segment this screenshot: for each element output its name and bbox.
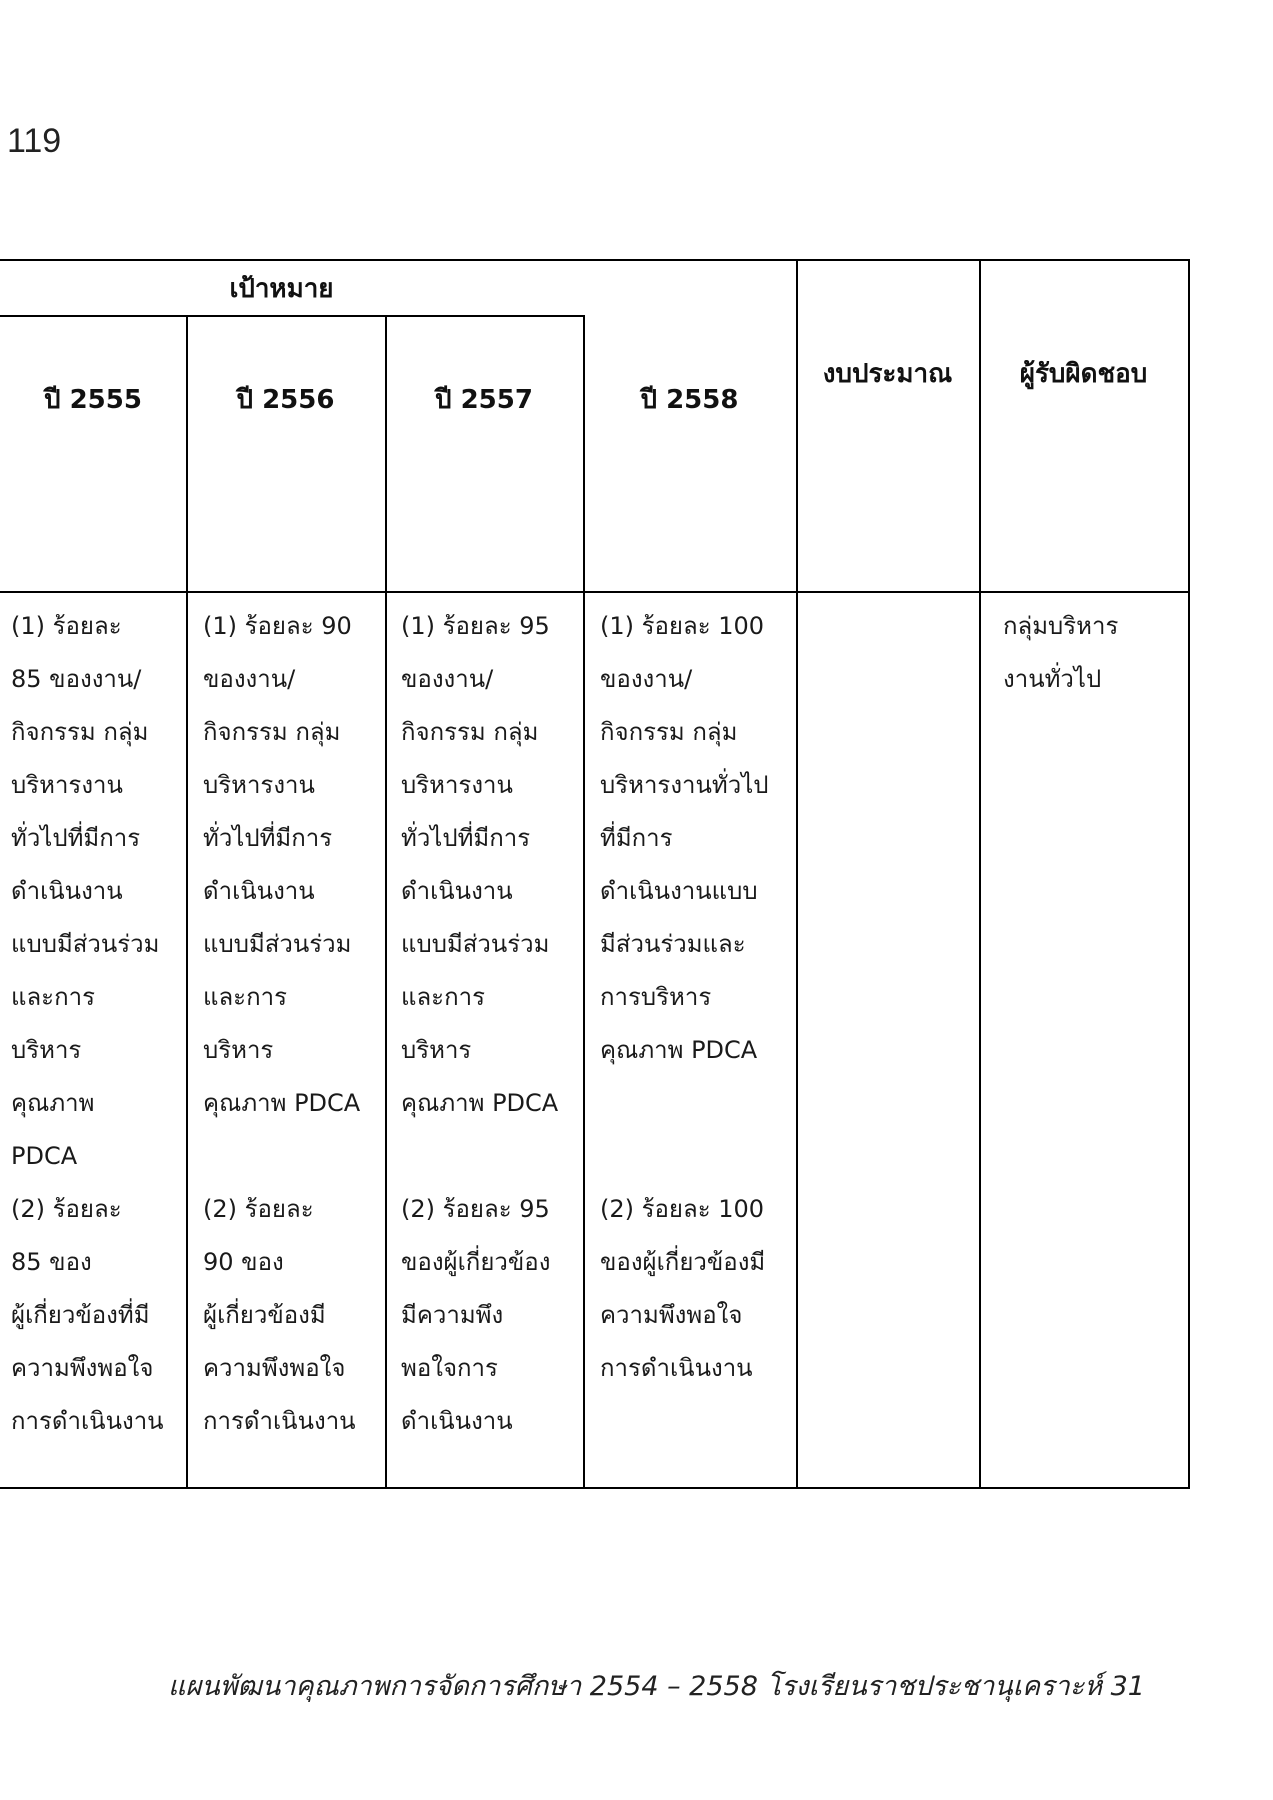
- page-number: 119: [7, 122, 62, 160]
- goal-line: ความพึงพอใจ: [600, 1301, 743, 1329]
- goal-line: พอใจการ: [401, 1354, 498, 1382]
- goal-subheader-rule: [0, 315, 583, 317]
- goal-line: ดำเนินงาน: [401, 877, 513, 905]
- goals-group-header: เป้าหมาย: [229, 274, 334, 304]
- year-header-2557: ปี 2557: [435, 385, 533, 415]
- goal-line: [600, 1077, 769, 1130]
- responsible-line: กลุ่มบริหาร: [1003, 612, 1119, 640]
- goal-line: ผู้เกี่ยวข้องมี: [203, 1301, 326, 1329]
- goal-line: [600, 1395, 769, 1448]
- goal-line: (2) ร้อยละ 95: [401, 1195, 550, 1223]
- goal-line: 90 ของ: [203, 1248, 284, 1276]
- col-divider-5: [979, 259, 981, 1488]
- year-header-2555: [0, 379, 186, 420]
- goal-line: บริหารงาน: [203, 771, 315, 799]
- goal-line: การดำเนินงาน: [203, 1407, 356, 1435]
- goal-line: ของผู้เกี่ยวข้อง: [401, 1248, 551, 1276]
- goal-line: บริหาร: [203, 1036, 274, 1064]
- goal-2557-cell: [401, 600, 558, 1448]
- goal-line: ของงาน/: [401, 665, 494, 693]
- col-divider-2: [385, 315, 387, 1488]
- goal-line: (1) ร้อยละ 95: [401, 612, 550, 640]
- goal-line: ความพึงพอใจ: [11, 1354, 154, 1382]
- goal-line: การดำเนินงาน: [600, 1354, 753, 1382]
- goal-line: [203, 1130, 360, 1183]
- goal-line: ดำเนินงาน: [203, 877, 315, 905]
- goal-line: บริหารงานทั่วไป: [600, 771, 769, 799]
- goal-line: และการ: [11, 983, 95, 1011]
- goals-table: [0, 259, 1190, 1488]
- table-right-border: [1188, 259, 1190, 1488]
- goal-line: (2) ร้อยละ 100: [600, 1195, 765, 1223]
- table-top-border: [0, 259, 1190, 261]
- goal-line: (2) ร้อยละ: [203, 1195, 314, 1223]
- goal-line: คุณภาพ PDCA: [203, 1089, 361, 1117]
- budget-header: งบประมาณ: [822, 359, 953, 389]
- goal-line: บริหาร: [11, 1036, 82, 1064]
- goal-line: 85 ของ: [11, 1248, 92, 1276]
- goal-line: ของผู้เกี่ยวข้องมี: [600, 1248, 766, 1276]
- goal-line: ดำเนินงานแบบ: [600, 877, 758, 905]
- goal-line: [401, 1130, 558, 1183]
- goal-line: มีความพึง: [401, 1301, 504, 1329]
- responsible-cell: [1003, 600, 1118, 706]
- goal-line: ของงาน/: [203, 665, 296, 693]
- goal-line: ทั่วไปที่มีการ: [401, 824, 531, 852]
- goal-line: กิจกรรม กลุ่ม: [600, 718, 738, 746]
- goal-line: ดำเนินงาน: [401, 1407, 513, 1435]
- goal-line: ผู้เกี่ยวข้องที่มี: [11, 1301, 150, 1329]
- goal-line: บริหารงาน: [401, 771, 513, 799]
- goal-line: การบริหาร: [600, 983, 712, 1011]
- goal-line: และการ: [401, 983, 485, 1011]
- goal-line: ดำเนินงาน: [11, 877, 123, 905]
- goal-line: (1) ร้อยละ: [11, 612, 122, 640]
- goal-line: แบบมีส่วนร่วม: [203, 930, 352, 958]
- goal-line: (2) ร้อยละ: [11, 1195, 122, 1223]
- goal-line: คุณภาพ: [11, 1089, 95, 1117]
- goal-line: บริหาร: [401, 1036, 472, 1064]
- goal-line: กิจกรรม กลุ่ม: [401, 718, 539, 746]
- goal-line: การดำเนินงาน: [11, 1407, 164, 1435]
- goal-line: 85 ของงาน/: [11, 665, 142, 693]
- goal-line: ที่มีการ: [600, 824, 673, 852]
- goal-line: (1) ร้อยละ 90: [203, 612, 352, 640]
- goal-2556-cell: [203, 600, 360, 1448]
- goal-line: บริหารงาน: [11, 771, 123, 799]
- responsible-header: ผู้รับผิดชอบ: [1019, 359, 1148, 389]
- goal-line: แบบมีส่วนร่วม: [401, 930, 550, 958]
- goal-line: ทั่วไปที่มีการ: [11, 824, 141, 852]
- goal-line: PDCA: [11, 1142, 78, 1170]
- responsible-line: งานทั่วไป: [1003, 665, 1102, 693]
- col-divider-3: [583, 315, 585, 1488]
- goal-line: ของงาน/: [600, 665, 693, 693]
- year-header-2556: ปี 2556: [236, 385, 335, 415]
- goal-line: คุณภาพ PDCA: [401, 1089, 559, 1117]
- header-body-rule: [0, 591, 1190, 593]
- goal-line: คุณภาพ PDCA: [600, 1036, 758, 1064]
- goal-2558-cell: [600, 600, 769, 1448]
- table-bottom-border: [0, 1487, 1190, 1489]
- goal-line: มีส่วนร่วมและ: [600, 930, 746, 958]
- year-header-2558: ปี 2558: [640, 385, 739, 415]
- col-divider-1: [186, 315, 188, 1488]
- goal-line: กิจกรรม กลุ่ม: [11, 718, 149, 746]
- goal-line: กิจกรรม กลุ่ม: [203, 718, 341, 746]
- year-label: ปี 2555: [44, 385, 142, 415]
- goal-line: (1) ร้อยละ 100: [600, 612, 765, 640]
- page-footer: แผนพัฒนาคุณภาพการจัดการศึกษา 2554 – 2558 โรงเรียนราชประชานุเคราะห์ 31: [168, 1671, 1145, 1702]
- goal-line: ความพึงพอใจ: [203, 1354, 346, 1382]
- goal-line: [600, 1130, 769, 1183]
- goal-line: ทั่วไปที่มีการ: [203, 824, 333, 852]
- goal-2555-cell: [11, 600, 164, 1448]
- col-divider-4: [796, 259, 798, 1488]
- goal-line: แบบมีส่วนร่วม: [11, 930, 160, 958]
- goal-line: และการ: [203, 983, 287, 1011]
